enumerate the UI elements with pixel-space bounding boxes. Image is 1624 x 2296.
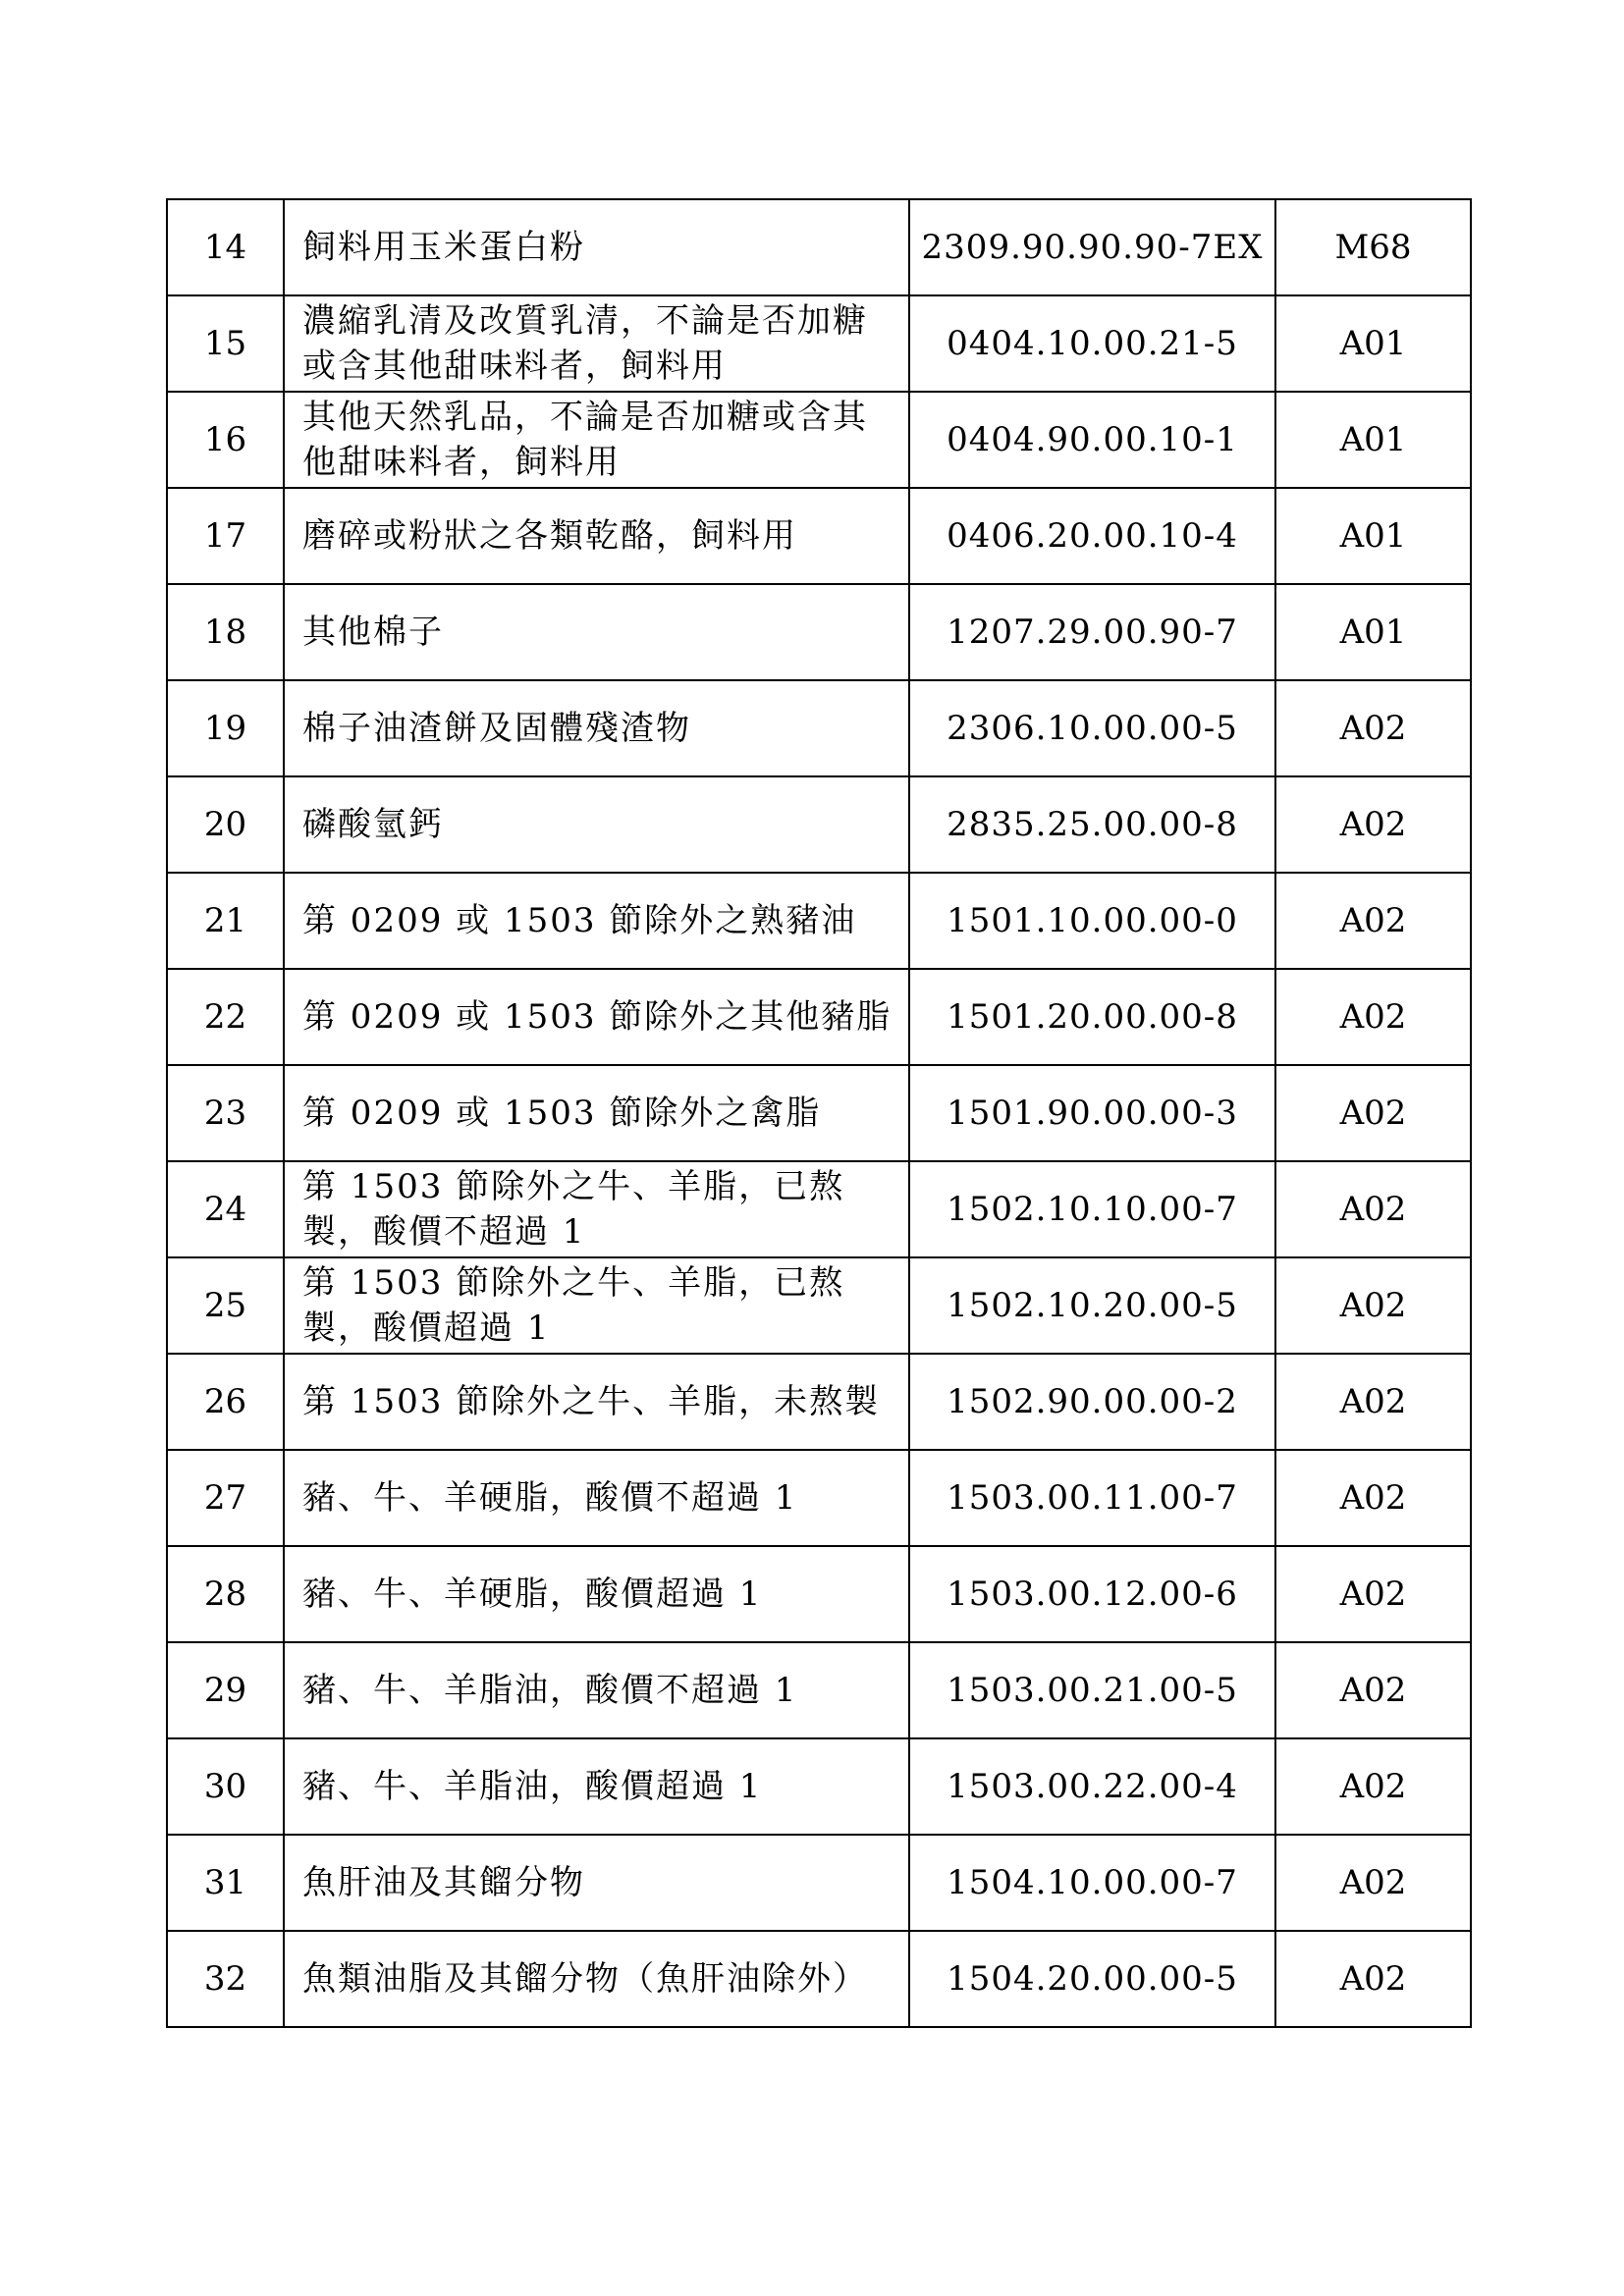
tariff-code-cell: 1502.90.00.00-2 bbox=[909, 1354, 1275, 1450]
table-row bbox=[167, 584, 1471, 680]
tariff-code-cell: 1207.29.00.90-7 bbox=[909, 584, 1275, 680]
item-description-cell: 豬、牛、羊脂油，酸價超過 1 bbox=[284, 1738, 909, 1835]
table-row bbox=[167, 199, 1471, 295]
row-number-cell: 14 bbox=[167, 199, 284, 295]
regulation-class-cell: A02 bbox=[1275, 776, 1471, 873]
table-row bbox=[167, 488, 1471, 584]
regulation-class-cell: A02 bbox=[1275, 1450, 1471, 1546]
row-number-cell: 20 bbox=[167, 776, 284, 873]
row-number-cell: 26 bbox=[167, 1354, 284, 1450]
regulation-class-cell: A02 bbox=[1275, 1835, 1471, 1931]
tariff-code-cell: 2835.25.00.00-8 bbox=[909, 776, 1275, 873]
regulation-class-cell: A02 bbox=[1275, 873, 1471, 969]
row-number-cell: 19 bbox=[167, 680, 284, 776]
row-number-cell: 21 bbox=[167, 873, 284, 969]
row-number-cell: 16 bbox=[167, 392, 284, 488]
regulation-class-cell: A01 bbox=[1275, 584, 1471, 680]
table-body bbox=[167, 199, 1471, 2027]
tariff-code-cell: 1502.10.20.00-5 bbox=[909, 1257, 1275, 1354]
regulation-class-cell: A02 bbox=[1275, 1161, 1471, 1257]
item-description-cell: 磨碎或粉狀之各類乾酪，飼料用 bbox=[284, 488, 909, 584]
regulation-class-cell: A01 bbox=[1275, 488, 1471, 584]
row-number-cell: 15 bbox=[167, 295, 284, 392]
row-number-cell: 27 bbox=[167, 1450, 284, 1546]
row-number-cell: 25 bbox=[167, 1257, 284, 1354]
row-number-cell: 31 bbox=[167, 1835, 284, 1931]
table-row bbox=[167, 1738, 1471, 1835]
item-description-cell: 磷酸氫鈣 bbox=[284, 776, 909, 873]
tariff-code-cell: 1504.20.00.00-5 bbox=[909, 1931, 1275, 2027]
tariff-code-cell: 0404.90.00.10-1 bbox=[909, 392, 1275, 488]
tariff-code-cell: 1502.10.10.00-7 bbox=[909, 1161, 1275, 1257]
table-row bbox=[167, 1835, 1471, 1931]
regulation-class-cell: A02 bbox=[1275, 969, 1471, 1065]
tariff-code-cell: 0404.10.00.21-5 bbox=[909, 295, 1275, 392]
regulation-class-cell: A02 bbox=[1275, 1354, 1471, 1450]
item-description-cell: 第 1503 節除外之牛、羊脂，已熬製，酸價超過 1 bbox=[284, 1257, 909, 1354]
tariff-code-cell: 0406.20.00.10-4 bbox=[909, 488, 1275, 584]
row-number-cell: 17 bbox=[167, 488, 284, 584]
row-number-cell: 24 bbox=[167, 1161, 284, 1257]
table-row bbox=[167, 969, 1471, 1065]
regulation-class-cell: A02 bbox=[1275, 680, 1471, 776]
item-description-cell: 第 0209 或 1503 節除外之禽脂 bbox=[284, 1065, 909, 1161]
item-description-cell: 第 0209 或 1503 節除外之熟豬油 bbox=[284, 873, 909, 969]
table-row bbox=[167, 1257, 1471, 1354]
tariff-code-cell: 2309.90.90.90-7EX bbox=[909, 199, 1275, 295]
tariff-code-cell: 1504.10.00.00-7 bbox=[909, 1835, 1275, 1931]
table-row bbox=[167, 1065, 1471, 1161]
regulation-class-cell: A01 bbox=[1275, 392, 1471, 488]
table-row bbox=[167, 1546, 1471, 1642]
row-number-cell: 30 bbox=[167, 1738, 284, 1835]
regulation-class-cell: A02 bbox=[1275, 1065, 1471, 1161]
regulation-class-cell: A02 bbox=[1275, 1642, 1471, 1738]
item-description-cell: 魚類油脂及其餾分物（魚肝油除外） bbox=[284, 1931, 909, 2027]
table-row bbox=[167, 1354, 1471, 1450]
table-row bbox=[167, 873, 1471, 969]
tariff-code-cell: 1503.00.12.00-6 bbox=[909, 1546, 1275, 1642]
item-description-cell: 其他棉子 bbox=[284, 584, 909, 680]
tariff-code-cell: 1503.00.11.00-7 bbox=[909, 1450, 1275, 1546]
table-row bbox=[167, 1161, 1471, 1257]
item-description-cell: 第 0209 或 1503 節除外之其他豬脂 bbox=[284, 969, 909, 1065]
regulation-class-cell: A02 bbox=[1275, 1546, 1471, 1642]
item-description-cell: 豬、牛、羊硬脂，酸價不超過 1 bbox=[284, 1450, 909, 1546]
regulation-class-cell: A02 bbox=[1275, 1738, 1471, 1835]
table-row bbox=[167, 295, 1471, 392]
item-description-cell: 飼料用玉米蛋白粉 bbox=[284, 199, 909, 295]
table-row bbox=[167, 680, 1471, 776]
regulation-table bbox=[166, 198, 1472, 2028]
row-number-cell: 22 bbox=[167, 969, 284, 1065]
tariff-code-cell: 1503.00.21.00-5 bbox=[909, 1642, 1275, 1738]
item-description-cell: 豬、牛、羊硬脂，酸價超過 1 bbox=[284, 1546, 909, 1642]
regulation-class-cell: A02 bbox=[1275, 1931, 1471, 2027]
tariff-code-cell: 1501.90.00.00-3 bbox=[909, 1065, 1275, 1161]
regulation-class-cell: M68 bbox=[1275, 199, 1471, 295]
table-row bbox=[167, 1931, 1471, 2027]
table-row bbox=[167, 776, 1471, 873]
regulation-class-cell: A02 bbox=[1275, 1257, 1471, 1354]
tariff-code-cell: 2306.10.00.00-5 bbox=[909, 680, 1275, 776]
row-number-cell: 18 bbox=[167, 584, 284, 680]
row-number-cell: 23 bbox=[167, 1065, 284, 1161]
item-description-cell: 第 1503 節除外之牛、羊脂，未熬製 bbox=[284, 1354, 909, 1450]
item-description-cell: 豬、牛、羊脂油，酸價不超過 1 bbox=[284, 1642, 909, 1738]
tariff-code-cell: 1501.10.00.00-0 bbox=[909, 873, 1275, 969]
item-description-cell: 其他天然乳品，不論是否加糖或含其他甜味料者，飼料用 bbox=[284, 392, 909, 488]
item-description-cell: 魚肝油及其餾分物 bbox=[284, 1835, 909, 1931]
regulation-class-cell: A01 bbox=[1275, 295, 1471, 392]
table-row bbox=[167, 1642, 1471, 1738]
table-row bbox=[167, 392, 1471, 488]
row-number-cell: 28 bbox=[167, 1546, 284, 1642]
tariff-code-cell: 1501.20.00.00-8 bbox=[909, 969, 1275, 1065]
item-description-cell: 棉子油渣餅及固體殘渣物 bbox=[284, 680, 909, 776]
table-row bbox=[167, 1450, 1471, 1546]
item-description-cell: 第 1503 節除外之牛、羊脂，已熬製，酸價不超過 1 bbox=[284, 1161, 909, 1257]
row-number-cell: 32 bbox=[167, 1931, 284, 2027]
item-description-cell: 濃縮乳清及改質乳清，不論是否加糖或含其他甜味料者，飼料用 bbox=[284, 295, 909, 392]
row-number-cell: 29 bbox=[167, 1642, 284, 1738]
tariff-code-cell: 1503.00.22.00-4 bbox=[909, 1738, 1275, 1835]
